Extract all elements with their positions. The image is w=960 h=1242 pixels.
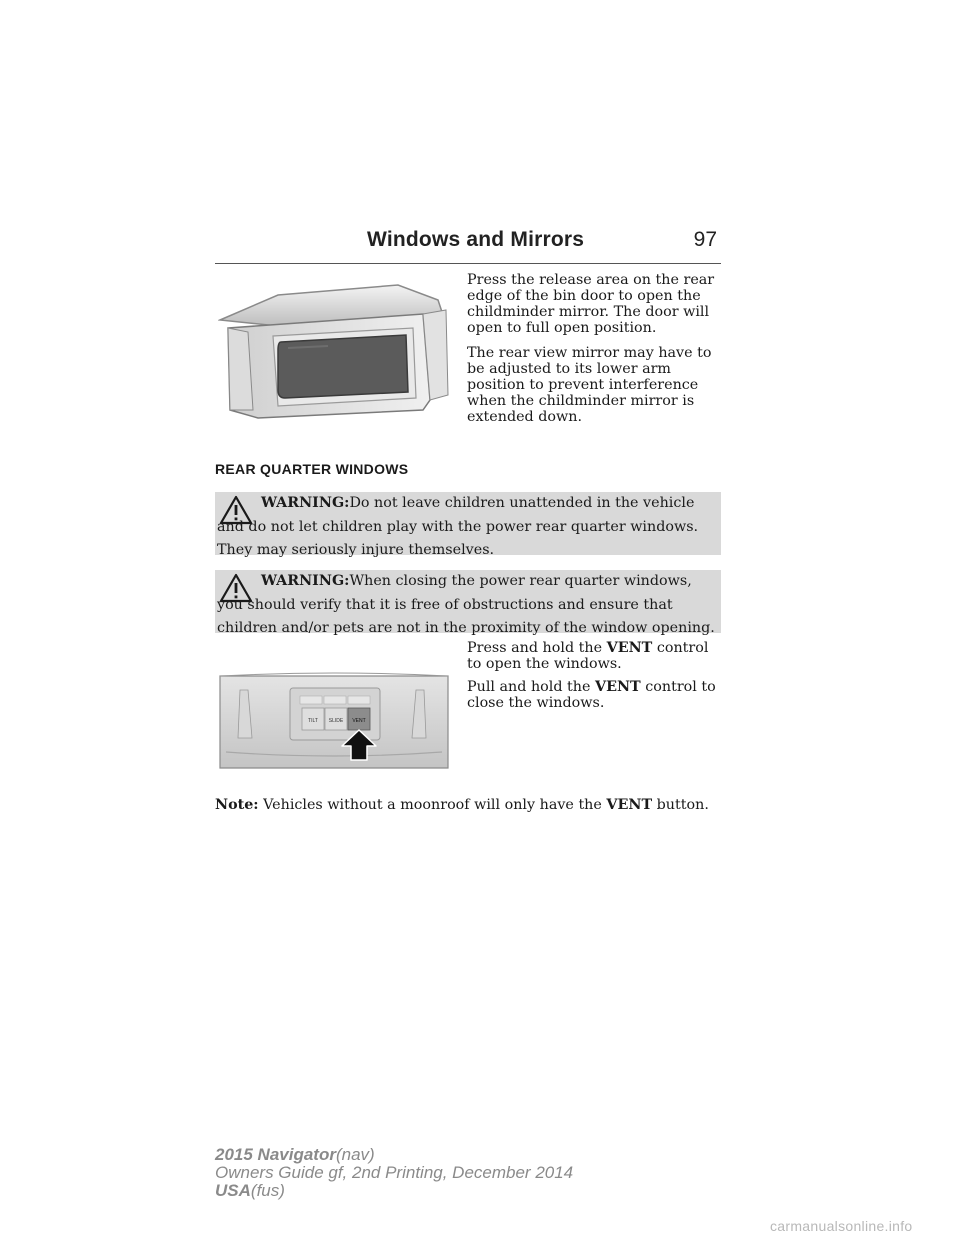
warning-box-1 [215, 492, 721, 558]
warning-box-2 [215, 570, 721, 636]
tilt-button-label: TILT [308, 718, 318, 724]
warning-body: When closing the power rear quarter windows, you should verify that it is free of obstructions and ensure that children and/or pets are not in the proximity of the window opening. [217, 573, 715, 636]
page-footer [215, 1146, 573, 1200]
page-header [215, 228, 721, 264]
slide-button-label: SLIDE [328, 718, 344, 724]
mirror-paragraph-1: Press the release area on the rear edge of the bin door to open the childminder mirror. The door will open to full open position. [467, 272, 715, 337]
vent-keyword: VENT [606, 797, 653, 813]
vent-open-paragraph: Press and hold the VENT control to open the windows. [467, 640, 709, 673]
warning-body: Do not leave children unattended in the vehicle and do not let children play with the power rear quarter windows. They may seriously injure themselves. [217, 495, 699, 558]
warning-label: WARNING: [261, 495, 350, 511]
note-paragraph: Note: Vehicles without a moonroof will only have the VENT button. [215, 797, 709, 813]
warning-text-1 [217, 492, 717, 563]
mirror-paragraph-2: The rear view mirror may have to be adjusted to its lower arm position to prevent interference when the childminder mirror is extended down. [467, 345, 712, 426]
vent-keyword: VENT [606, 640, 653, 656]
overhead-console-illustration [218, 672, 450, 778]
footer-line-1: 2015 Navigator(nav) [215, 1145, 375, 1164]
vent-keyword: VENT [595, 679, 641, 695]
watermark: carmanualsonline.info [770, 1218, 913, 1234]
chapter-title: Windows and Mirrors [367, 228, 585, 251]
section-heading: REAR QUARTER WINDOWS [215, 461, 409, 477]
childminder-mirror-illustration [218, 280, 450, 440]
note-label: Note: [215, 797, 259, 813]
vent-close-paragraph: Pull and hold the VENT control to close the windows. [467, 679, 716, 712]
vent-button-label: VENT [352, 718, 366, 724]
footer-line-2: Owners Guide gf, 2nd Printing, December 2014 [215, 1163, 574, 1182]
warning-label: WARNING: [261, 573, 350, 589]
warning-text-2 [217, 570, 717, 641]
page-number: 97 [693, 228, 717, 251]
footer-line-3: USA(fus) [215, 1181, 285, 1200]
